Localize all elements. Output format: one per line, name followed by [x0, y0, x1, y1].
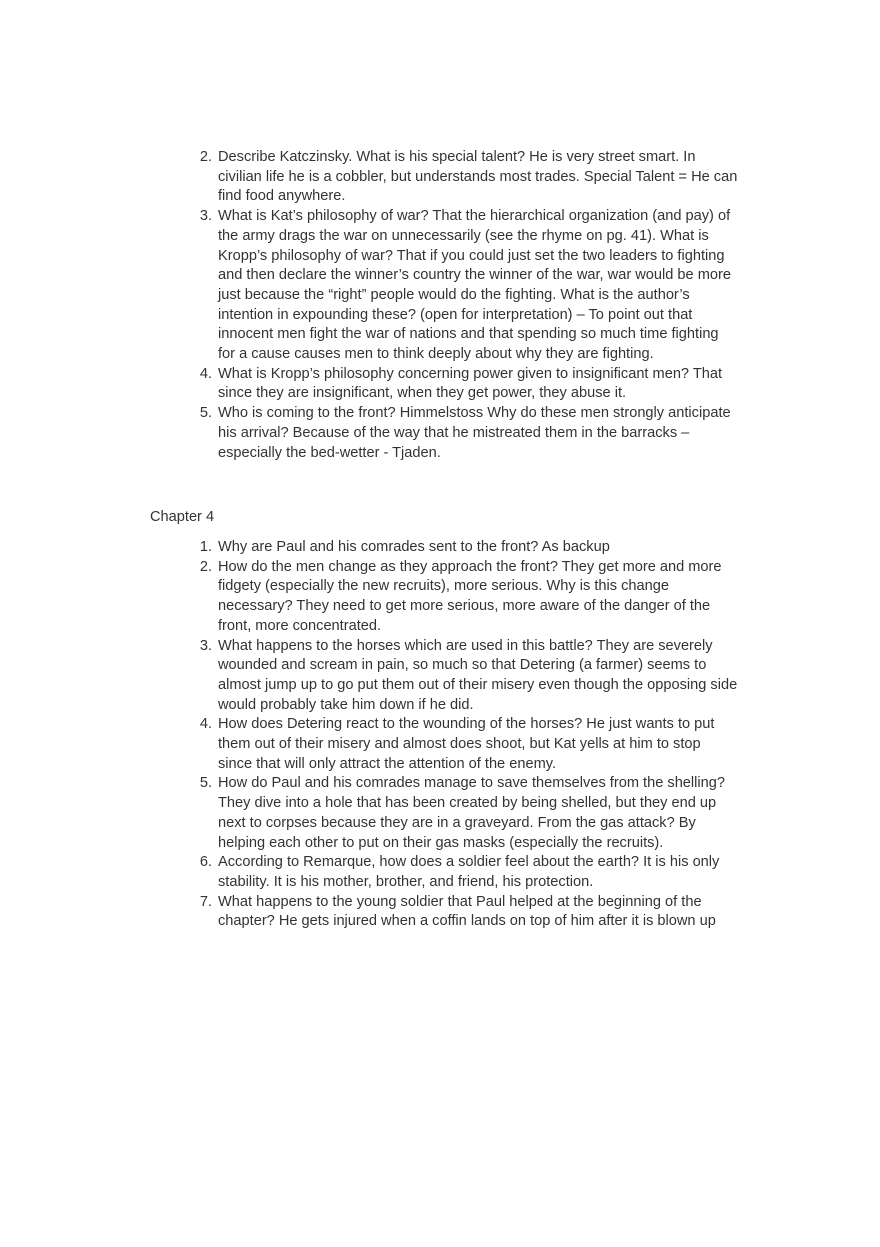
item-number: 2.: [199, 558, 212, 575]
item-number: 5.: [199, 405, 212, 422]
item-text: How do Paul and his comrades manage to save themselves from the shelling? They dive into a hole that has been created by being shelled, but they end up next to corpses because they are in a graveyard. From the gas attack? By helping each other to put on their gas masks (especially the recruits).: [218, 775, 725, 851]
list-item: [199, 365, 738, 404]
item-text: Who is coming to the front? Himmelstoss Why do these men strongly anticipate his arrival? Because of the way that he mistreated them in the barracks – especially the bed-wetter - Tjaden.: [218, 405, 731, 461]
chapter-heading: Chapter 4: [150, 509, 215, 525]
list-item: [199, 207, 738, 365]
item-number: 4.: [199, 716, 212, 733]
list-item: [199, 637, 738, 716]
list-item: [199, 538, 738, 558]
item-text: What happens to the young soldier that Paul helped at the beginning of the chapter? He gets injured when a coffin lands on top of him after it is blown up: [218, 893, 716, 930]
item-text: How does Detering react to the wounding of the horses? He just wants to put them out of their misery and almost does shoot, but Kat yells at him to stop since that will only attract the attention of the enemy.: [218, 716, 715, 772]
item-text: Why are Paul and his comrades sent to the front? As backup: [218, 539, 610, 555]
item-number: 1.: [199, 539, 212, 555]
item-number: 7.: [199, 893, 212, 910]
list-item: [199, 148, 738, 207]
chapter-4-question-list: [199, 538, 738, 932]
item-text: How do the men change as they approach the front? They get more and more fidgety (especially the new recruits), more serious. Why is this change necessary? They need to get more serious, more aware of the danger of the front, more concentrated.: [218, 558, 722, 634]
item-text: According to Remarque, how does a soldier feel about the earth? It is his only stability. It is his mother, brother, and friend, his protection.: [218, 854, 720, 890]
item-text: What happens to the horses which are used in this battle? They are severely wounded and scream in pain, so much so that Detering (a farmer) seems to almost jump up to go put them out of their misery even though the opposing side would probably take him down if he did.: [218, 637, 738, 713]
item-number: 3.: [199, 637, 212, 654]
item-number: 6.: [199, 854, 212, 871]
list-item: [199, 404, 738, 463]
item-text: What is Kat’s philosophy of war? That the hierarchical organization (and pay) of the army drags the war on unnecessarily (see the rhyme on pg. 41). What is Kropp’s philosophy of war? That if you could just set the two leaders to fighting and then declare the winner’s country the winner of the war, war would be more just because the “right” people would do the fighting. What is the author’s intention in expounding these? (open for interpretation) – To point out that innocent men fight the war of nations and that spending so much time fighting for a cause causes men to think deeply about why they are fighting.: [218, 208, 731, 363]
item-number: 3.: [199, 208, 212, 225]
list-item: [199, 715, 738, 774]
item-text: What is Kropp’s philosophy concerning power given to insignificant men? That since they are insignificant, when they get power, they abuse it.: [218, 365, 723, 402]
item-number: 2.: [199, 149, 212, 165]
item-text: Describe Katczinsky. What is his special talent? He is very street smart. In civilian life he is a cobbler, but understands most trades. Special Talent = He can find food anywhere.: [218, 149, 738, 205]
item-number: 5.: [199, 775, 212, 792]
list-item: [199, 853, 738, 892]
chapter-3-question-list: [199, 148, 738, 463]
list-item: [199, 893, 738, 932]
list-item: [199, 774, 738, 853]
list-item: [199, 558, 738, 637]
item-number: 4.: [199, 365, 212, 382]
